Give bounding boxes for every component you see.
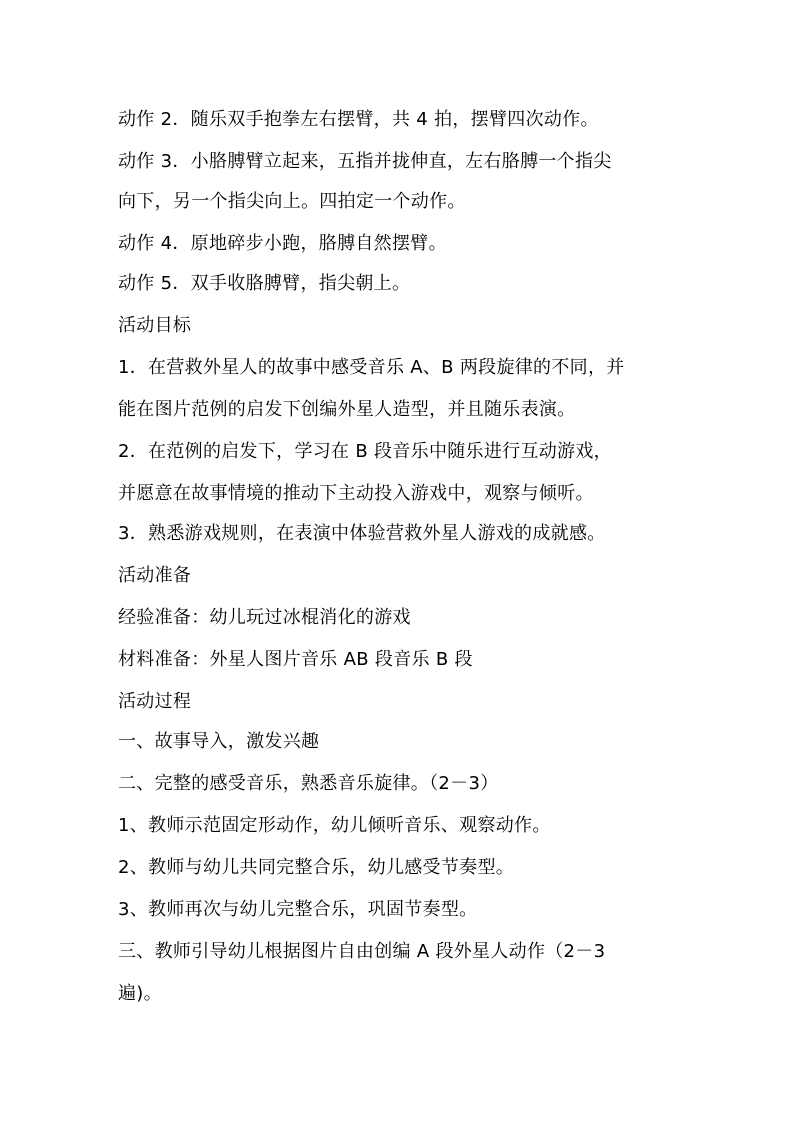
text-line-goal-2: 2．在范例的启发下，学习在 B 段音乐中随乐进行互动游戏， bbox=[118, 441, 612, 462]
text-line-step-2-3: 3、教师再次与幼儿完整合乐，巩固节奏型。 bbox=[118, 899, 478, 920]
text-line-action-2: 动作 2．随乐双手抱拳左右摆臂，共 4 拍，摆臂四次动作。 bbox=[118, 109, 599, 130]
section-heading-goals: 活动目标 bbox=[118, 315, 192, 336]
text-line-step-2-2: 2、教师与幼儿共同完整合乐，幼儿感受节奏型。 bbox=[118, 857, 515, 878]
section-heading-preparation: 活动准备 bbox=[118, 565, 192, 586]
text-line-step-1: 一、故事导入，激发兴趣 bbox=[118, 731, 320, 752]
text-line-goal-2-cont: 并愿意在故事情境的推动下主动投入游戏中，观察与倾听。 bbox=[118, 483, 594, 504]
text-line-step-3: 三、教师引导幼儿根据图片自由创编 A 段外星人动作（2－3 bbox=[118, 941, 606, 962]
text-line-goal-3: 3．熟悉游戏规则，在表演中体验营救外星人游戏的成就感。 bbox=[118, 523, 606, 544]
text-line-action-3-cont: 向下，另一个指尖向上。四拍定一个动作。 bbox=[118, 191, 466, 212]
text-line-action-5: 动作 5．双手收胳膊臂，指尖朝上。 bbox=[118, 273, 411, 294]
text-line-goal-1-cont: 能在图片范例的启发下创编外星人造型，并且随乐表演。 bbox=[118, 399, 576, 420]
text-line-step-2-1: 1、教师示范固定形动作，幼儿倾听音乐、观察动作。 bbox=[118, 815, 551, 836]
text-line-step-2: 二、完整的感受音乐，熟悉音乐旋律。（2－3） bbox=[118, 773, 499, 794]
text-line-action-3: 动作 3．小胳膊臂立起来，五指并拢伸直，左右胳膊一个指尖 bbox=[118, 151, 612, 172]
text-line-step-3-cont: 遍)。 bbox=[118, 983, 162, 1004]
text-line-material-prep: 材料准备：外星人图片音乐 AB 段音乐 B 段 bbox=[118, 649, 473, 670]
text-line-experience-prep: 经验准备：幼儿玩过冰棍消化的游戏 bbox=[118, 607, 411, 628]
section-heading-process: 活动过程 bbox=[118, 691, 192, 712]
text-line-goal-1: 1．在营救外星人的故事中感受音乐 A、B 两段旋律的不同，并 bbox=[118, 357, 625, 378]
text-line-action-4: 动作 4．原地碎步小跑，胳膊自然摆臂。 bbox=[118, 233, 447, 254]
